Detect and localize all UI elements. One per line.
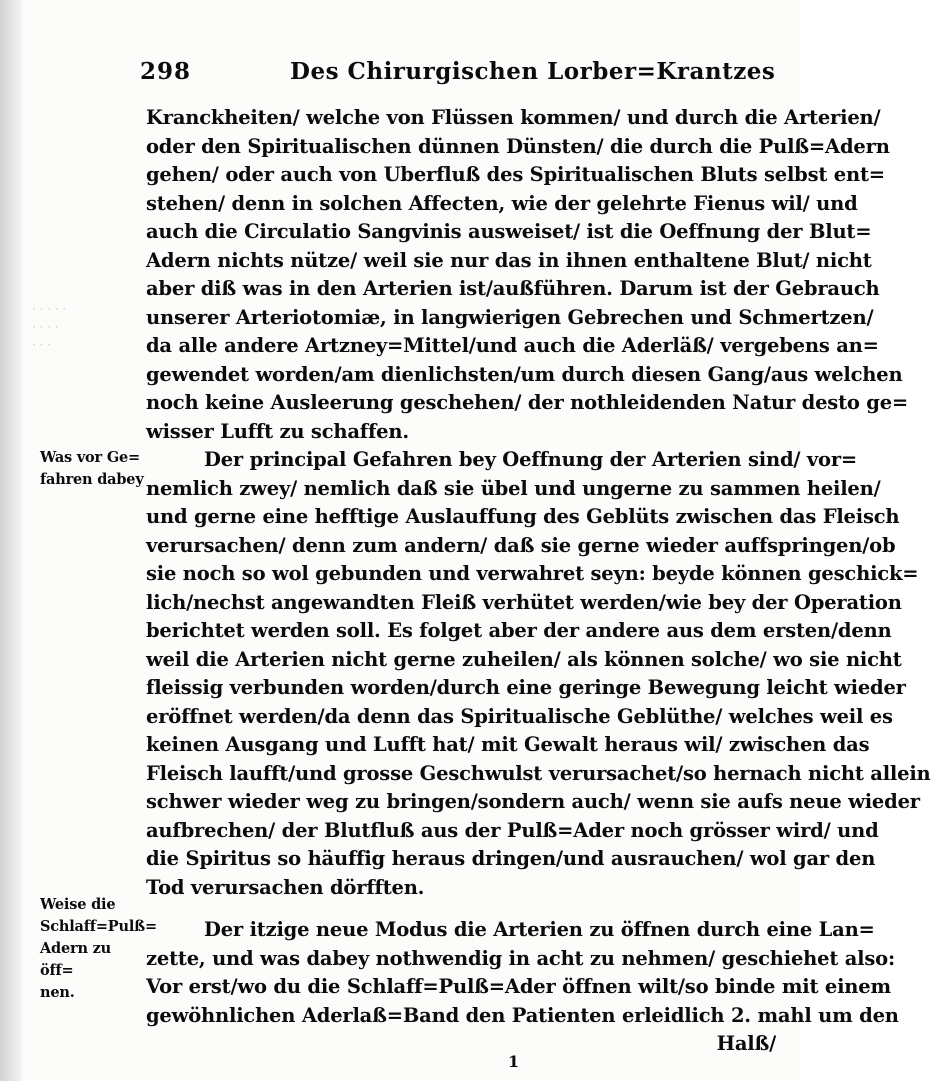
- margin-note-line: fahren dabey: [40, 471, 144, 488]
- text-line: schwer wieder weg zu bringen/sondern auch/ wenn sie aufs neue wieder: [146, 790, 920, 813]
- text-line: auch die Circulatio Sangvinis ausweiset/ ist die Oeffnung der Blut=: [146, 220, 872, 243]
- body-text: [146, 104, 931, 1059]
- margin-note-line: Adern zu öff=: [40, 940, 112, 979]
- text-line: weil die Arterien nicht gerne zuheilen/ als können solche/ wo sie nicht: [146, 647, 902, 671]
- text-line: Vor erst/wo du die Schlaff=Pulß=Ader öffnen wilt/so binde mit einem: [146, 975, 891, 998]
- text-line: noch keine Ausleerung geschehen/ der nothleidenden Natur desto ge=: [146, 391, 909, 414]
- text-line: stehen/ denn in solchen Affecten, wie der gelehrte Fienus wil/ und: [146, 191, 858, 215]
- page-number: 298: [140, 58, 192, 85]
- margin-note-method: [40, 894, 157, 1004]
- text-line: gewöhnlichen Aderlaß=Band den Patienten erleidlich 2. mahl um den: [146, 1003, 899, 1027]
- text-line: sie noch so wol gebunden und verwahret seyn: beyde können geschick=: [146, 562, 919, 585]
- text-line: nemlich zwey/ nemlich daß sie übel und ungerne zu sammen heilen/: [146, 476, 881, 500]
- margin-note-line: Schlaff=Pulß=: [40, 918, 157, 935]
- text-line: wisser Lufft zu schaffen.: [146, 419, 409, 443]
- page-header: [140, 58, 780, 92]
- text-line: die Spiritus so häuffig heraus dringen/und ausrauchen/ wol gar den: [146, 847, 876, 870]
- text-line: Tod verursachen dörfften.: [146, 875, 425, 899]
- text-line: gehen/ oder auch von Uberfluß des Spiritualischen Bluts selbst ent=: [146, 163, 885, 186]
- text-line: berichtet werden soll. Es folget aber der andere aus dem ersten/denn: [146, 619, 892, 642]
- text-line: da alle andere Artzney=Mittel/und auch die Aderläß/ vergebens an=: [146, 334, 879, 357]
- text-line: Der principal Gefahren bey Oeffnung der Arterien sind/ vor=: [204, 448, 858, 471]
- text-line: zette, und was dabey nothwendig in acht zu nehmen/ geschiehet also:: [146, 946, 895, 970]
- text-line: keinen Ausgang und Lufft hat/ mit Gewalt heraus wil/ zwischen das: [146, 733, 870, 756]
- bleed-through-text: · · · · · · · · · · · ·: [32, 302, 67, 352]
- text-line: aber diß was in den Arterien ist/außführen. Darum ist der Gebrauch: [146, 277, 880, 300]
- page-edge-shadow: [0, 0, 22, 1081]
- text-line: Fleisch laufft/und grosse Geschwulst verursachet/so hernach nicht allein: [146, 761, 931, 785]
- text-line: oder den Spiritualischen dünnen Dünsten/ die durch die Pulß=Adern: [146, 134, 890, 158]
- text-line: eröffnet werden/da denn das Spiritualische Geblüthe/ welches weil es: [146, 704, 893, 728]
- text-line: unserer Arteriotomiæ, in langwierigen Gebrechen und Schmertzen/: [146, 305, 874, 329]
- text-line: gewendet worden/am dienlichsten/um durch diesen Gang/aus welchen: [146, 362, 903, 386]
- text-line: Kranckheiten/ welche von Flüssen kommen/ und durch die Arterien/: [146, 106, 881, 129]
- text-line: Der itzige neue Modus die Arterien zu öffnen durch eine Lan=: [204, 918, 875, 941]
- margin-note-line: Weise die: [40, 896, 116, 913]
- text-line: verursachen/ denn zum andern/ daß sie gerne wieder auffspringen/ob: [146, 533, 896, 557]
- text-line: aufbrechen/ der Blutfluß aus der Pulß=Ader noch grösser wird/ und: [146, 818, 879, 842]
- text-line: fleissig verbunden worden/durch eine geringe Bewegung leicht wieder: [146, 676, 906, 699]
- margin-note-line: nen.: [40, 984, 75, 1001]
- signature-mark: 1: [508, 1052, 520, 1071]
- text-line: Adern nichts nütze/ weil sie nur das in ihnen enthaltene Blut/ nicht: [146, 248, 872, 272]
- text-line: und gerne eine hefftige Auslauffung des Geblüts zwischen das Fleisch: [146, 505, 900, 528]
- margin-note-line: Was vor Ge=: [40, 449, 140, 466]
- catchword: Halß/: [716, 1032, 776, 1055]
- margin-note-dangers: [40, 447, 148, 491]
- text-line: lich/nechst angewandten Fleiß verhütet werden/wie bey der Operation: [146, 590, 902, 614]
- running-title: Des Chirurgischen Lorber=Krantzes: [290, 58, 776, 85]
